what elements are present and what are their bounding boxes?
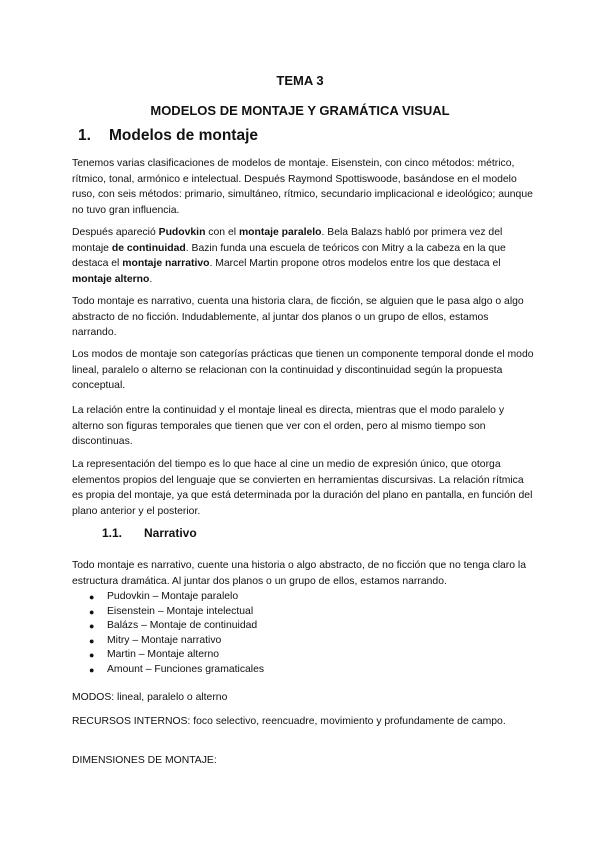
section-title: Narrativo (144, 526, 197, 540)
text-run: con el (205, 227, 239, 238)
list-item-text: Martin – Montaje alterno (107, 649, 220, 661)
paragraph-7: Todo montaje es narrativo, cuente una historia o algo abstracto, de no ficción que no tenga claro la estructura dramática. Al juntar dos planos o un grupo de ellos, estamos narrando. (72, 560, 527, 587)
bold-run: montaje narrativo (122, 258, 210, 270)
bullet-icon: ● (89, 621, 95, 632)
section-heading-1 (78, 127, 258, 145)
bold-run: montaje paralelo (238, 227, 322, 238)
bullet-icon: ● (89, 635, 95, 646)
tema-heading: TEMA 3 (276, 73, 324, 88)
list-item-text: Pudovkin – Montaje paralelo (107, 591, 239, 602)
text-run: Después apareció (72, 227, 159, 238)
list-item-text: Balázs – Montaje de continuidad (107, 620, 258, 632)
text-run: . (149, 273, 153, 285)
section-heading-1-1 (102, 526, 197, 540)
list-item-text: Eisenstein – Montaje intelectual (107, 605, 254, 617)
text-run: . Bazin funda una escuela de teóricos con Mitry a la cabeza en la que destaca el (72, 242, 506, 270)
list-item-text: Amount – Funciones gramaticales (107, 663, 265, 675)
list-item (72, 605, 532, 620)
list-item (72, 590, 532, 605)
list-item (72, 634, 532, 649)
paragraph-modos: MODOS: lineal, paralelo o alterno (72, 692, 228, 703)
list-item-text: Mitry – Montaje narrativo (107, 634, 222, 646)
author-list (72, 590, 532, 678)
section-number: 1.1. (102, 526, 123, 540)
list-item (72, 663, 532, 678)
bullet-icon: ● (89, 650, 95, 661)
list-item (72, 619, 532, 634)
paragraph-1: Tenemos varias clasificaciones de modelos de montaje. Eisenstein, con cinco métodos: métrico, rítmico, tonal, armónico e intelectual. Después Raymond Spottiswoode, basándose en el modelo ruso, con seis métodos: primario, simultáneo, rítmico, secundario implicacional e ideológico; aunque no tuvo gran influencia. (72, 158, 533, 216)
paragraph-6: La representación del tiempo es lo que hace al cine un medio de expresión único, que otorga elementos propios del lenguaje que se convierten en herramientas discursivas. La relación rítmica es propia del montaje, ya que está determinada por la duración del plano en pantalla, en función del plano anterior y el posterior. (72, 459, 533, 517)
bold-run: Pudovkin (158, 227, 206, 238)
paragraph-2 (72, 225, 534, 287)
section-number: 1. (78, 127, 91, 144)
paragraph-4: Los modos de montaje son categorías prácticas que tienen un componente temporal donde el modo lineal, paralelo o alterno se relacionan con la continuidad y discontinuidad según la propuesta conceptual. (72, 349, 534, 392)
paragraph-5: La relación entre la continuidad y el montaje lineal es directa, mientras que el modo paralelo y alterno son figuras temporales que tienen que ver con el orden, pero al mismo tiempo son discontinuas. (72, 405, 505, 448)
paragraph-dimensiones: DIMENSIONES DE MONTAJE: (72, 755, 217, 766)
text-run: . Bela Balazs habló por primera vez del montaje (72, 227, 503, 254)
bullet-icon: ● (89, 664, 95, 675)
section-title: Modelos de montaje (109, 127, 258, 144)
bullet-icon: ● (89, 592, 95, 602)
paragraph-3: Todo montaje es narrativo, cuenta una historia clara, de ficción, se alguien que le pasa algo o algo abstracto de no ficción. Indudablemente, al juntar dos planos o un grupo de ellos, estamos narrando. (72, 296, 524, 339)
bullet-icon: ● (89, 606, 95, 617)
page-title: MODELOS DE MONTAJE Y GRAMÁTICA VISUAL (150, 103, 450, 118)
bold-run: montaje alterno (72, 273, 150, 285)
bold-run: de continuidad (111, 242, 186, 254)
list-item (72, 648, 532, 663)
paragraph-recursos: RECURSOS INTERNOS: foco selectivo, reencuadre, movimiento y profundamente de campo. (72, 716, 506, 727)
text-run: . Marcel Martin propone otros modelos entre los que destaca el (209, 258, 501, 270)
